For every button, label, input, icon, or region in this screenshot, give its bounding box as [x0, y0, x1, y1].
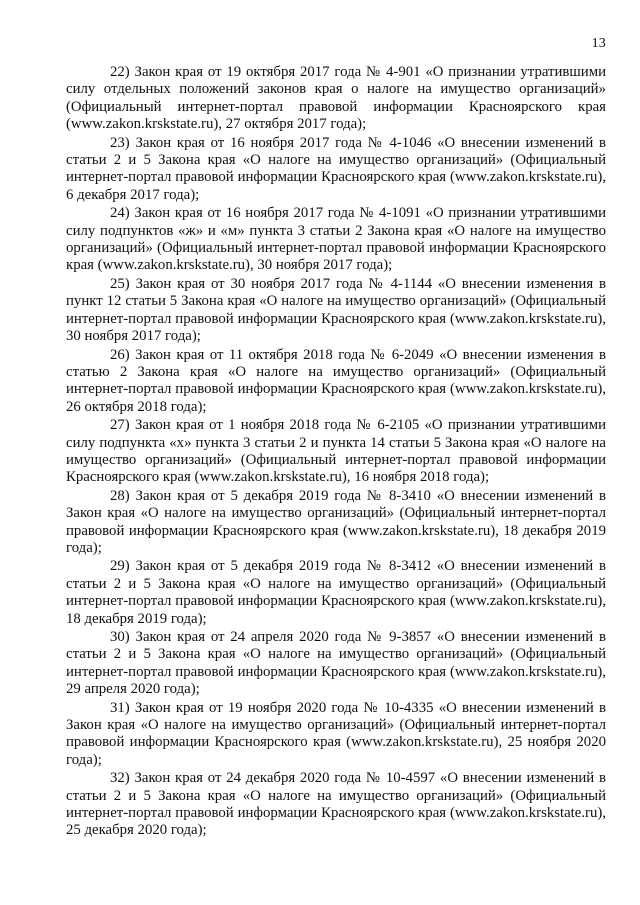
list-item: 28) Закон края от 5 декабря 2019 года № 8-3410 «О внесении изменений в Закон края «О налоге на имущество организаций» (Официальный интернет-портал правовой информации Красноярского края (www.zakon.krskstate.ru), 18 декабря 2019 года);	[66, 487, 606, 556]
list-item: 31) Закон края от 19 ноября 2020 года № 10-4335 «О внесении изменений в Закон края «О налоге на имущество организаций» (Официальный интернет-портал правовой информации Красноярского края (www.zakon.krskstate.ru), 25 ноября 2020 года);	[66, 699, 606, 768]
list-item: 24) Закон края от 16 ноября 2017 года № 4-1091 «О признании утратившими силу подпунктов «ж» и «м» пункта 3 статьи 2 Закона края «О налоге на имущество организаций» (Официальный интернет-портал правовой информации Красноярского края (www.zakon.krskstate.ru), 30 ноября 2017 года);	[66, 205, 606, 274]
list-item: 30) Закон края от 24 апреля 2020 года № 9-3857 «О внесении изменений в статьи 2 и 5 Закона края «О налоге на имущество организаций» (Официальный интернет-портал правовой информации Красноярского края (www.zakon.krskstate.ru), 29 апреля 2020 года);	[66, 629, 606, 698]
list-item: 32) Закон края от 24 декабря 2020 года № 10-4597 «О внесении изменений в статьи 2 и 5 Закона края «О налоге на имущество организаций» (Официальный интернет-портал правовой информации Красноярского края (www.zakon.krskstate.ru), 25 декабря 2020 года);	[66, 770, 606, 839]
law-list	[66, 64, 606, 841]
page-number: 13	[591, 36, 606, 51]
list-item: 27) Закон края от 1 ноября 2018 года № 6-2105 «О признании утратившими силу подпункта «х» пункта 3 статьи 2 и пункта 14 статьи 5 Закона края «О налоге на имущество организаций» (Официальный интернет-портал правовой информации Красноярского края (www.zakon.krskstate.ru), 16 ноября 2018 года);	[66, 417, 606, 486]
list-item: 22) Закон края от 19 октября 2017 года № 4-901 «О признании утратившими силу отдельных положений законов края о налоге на имущество организаций» (Официальный интернет-портал правовой информации Красноярского края (www.zakon.krskstate.ru), 27 октября 2017 года);	[66, 64, 606, 133]
list-item: 23) Закон края от 16 ноября 2017 года № 4-1046 «О внесении изменений в статьи 2 и 5 Закона края «О налоге на имущество организаций» (Официальный интернет-портал правовой информации Красноярского края (www.zakon.krskstate.ru), 6 декабря 2017 года);	[66, 134, 606, 203]
list-item: 26) Закон края от 11 октября 2018 года № 6-2049 «О внесении изменения в статью 2 Закона края «О налоге на имущество организаций» (Официальный интернет-портал правовой информации Красноярского края (www.zakon.krskstate.ru), 26 октября 2018 года);	[66, 346, 606, 415]
list-item: 29) Закон края от 5 декабря 2019 года № 8-3412 «О внесении изменений в статьи 2 и 5 Закона края «О налоге на имущество организаций» (Официальный интернет-портал правовой информации Красноярского края (www.zakon.krskstate.ru), 18 декабря 2019 года);	[66, 558, 606, 627]
list-item: 25) Закон края от 30 ноября 2017 года № 4-1144 «О внесении изменения в пункт 12 статьи 5 Закона края «О налоге на имущество организаций» (Официальный интернет-портал правовой информации Красноярского края (www.zakon.krskstate.ru), 30 ноября 2017 года);	[66, 275, 606, 345]
